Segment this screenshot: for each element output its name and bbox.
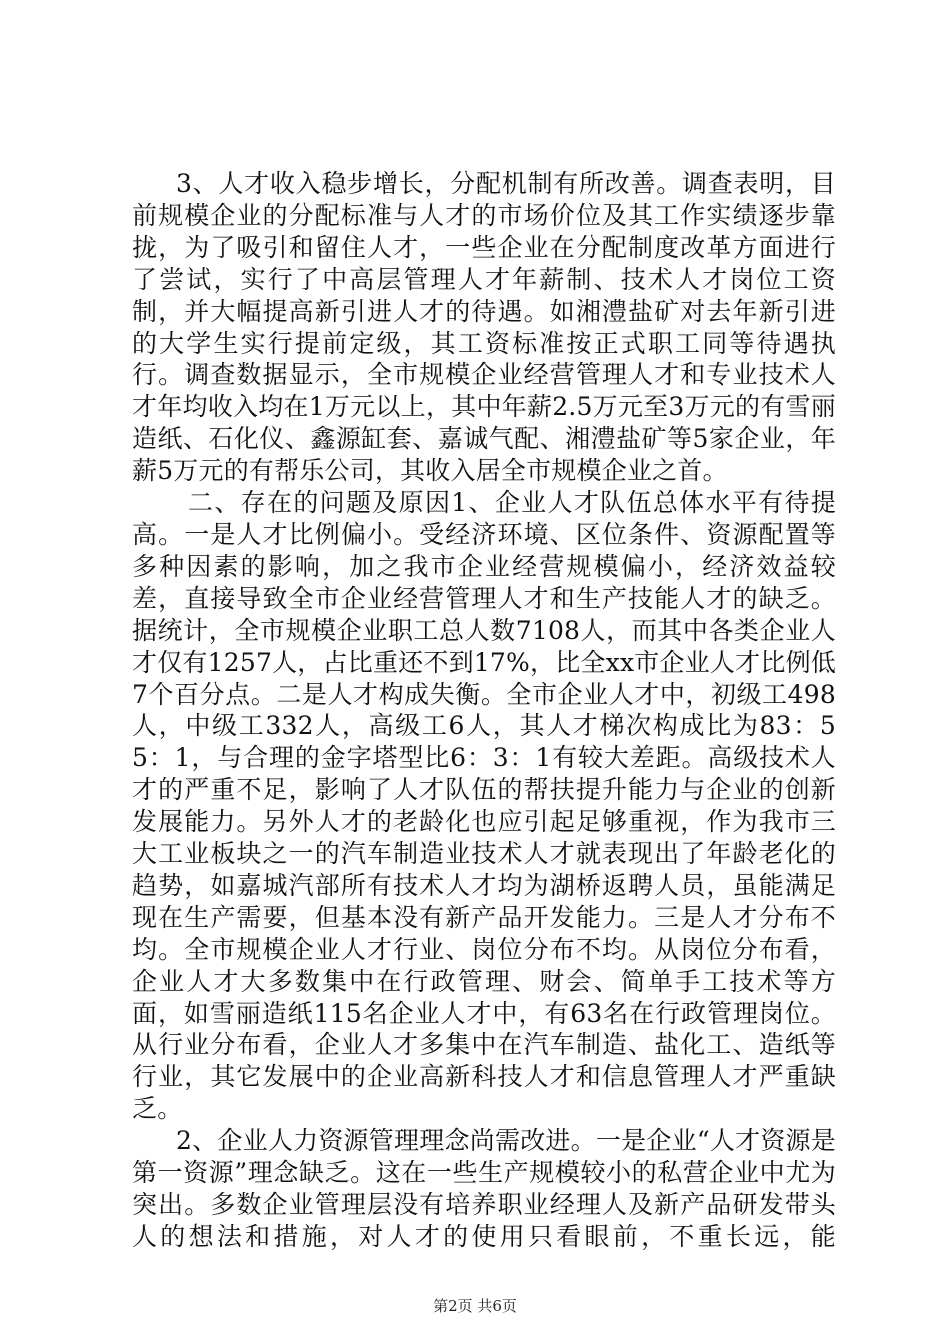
paragraph-problems-and-causes: 二、存在的问题及原因1、企业人才队伍总体水平有待提高。一是人才比例偏小。受经济环境、区位条件、资源配置等多种因素的影响，加之我市企业经营规模偏小，经济效益较差，直接导致全市企业经营管理人才和生产技能人才的缺乏。据统计，全市规模企业职工总人数7108人，而其中各类企业人才仅有1257人，占比重还不到17%，比全xx市企业人才比例低7个百分点。二是人才构成失衡。全市企业人才中，初级工498人，中级工332人，高级工6人，其人才梯次构成比为83：55：1，与合理的金字塔型比6：3：1有较大差距。高级技术人才的严重不足，影响了人才队伍的帮扶提升能力与企业的创新发展能力。另外人才的老龄化也应引起足够重视，作为我市三大工业板块之一的汽车制造业技术人才就表现出了年龄老化的趋势，如嘉城汽部所有技术人才均为湖桥返聘人员，虽能满足现在生产需要，但基本没有新产品开发能力。三是人才分布不均。全市规模企业人才行业、岗位分布不均。从岗位分布看，企业人才大多数集中在行政管理、财会、简单手工技术等方面，如雪丽造纸115名企业人才中，有63名在行政管理岗位。从行业分布看，企业人才多集中在汽车制造、盐化工、造纸等行业，其它发展中的企业高新科技人才和信息管理人才严重缺乏。 — [132, 488, 836, 1124]
paragraph-income-growth: 3、人才收入稳步增长，分配机制有所改善。调查表明，目前规模企业的分配标准与人才的市场价位及其工作实绩逐步靠拢，为了吸引和留住人才，一些企业在分配制度改革方面进行了尝试，实行了中高层管理人才年薪制、技术人才岗位工资制，并大幅提高新引进人才的待遇。如湘澧盐矿对去年新引进的大学生实行提前定级，其工资标准按正式职工同等待遇执行。调查数据显示，全市规模企业经营管理人才和专业技术人才年均收入均在1万元以上，其中年薪2.5万元至3万元的有雪丽造纸、石化仪、鑫源缸套、嘉诚气配、湘澧盐矿等5家企业，年薪5万元的有帮乐公司，其收入居全市规模企业之首。 — [132, 169, 836, 486]
document-body — [132, 168, 836, 1253]
paragraph-hr-management: 2、企业人力资源管理理念尚需改进。一是企业“人才资源是第一资源”理念缺乏。这在一些生产规模较小的私营企业中尤为突出。多数企业管理层没有培养职业经理人及新产品研发带头人的想法和措施，对人才的使用只看眼前，不重长远，能 — [132, 1126, 836, 1251]
page-footer: 第2页 共6页 — [433, 1297, 517, 1315]
